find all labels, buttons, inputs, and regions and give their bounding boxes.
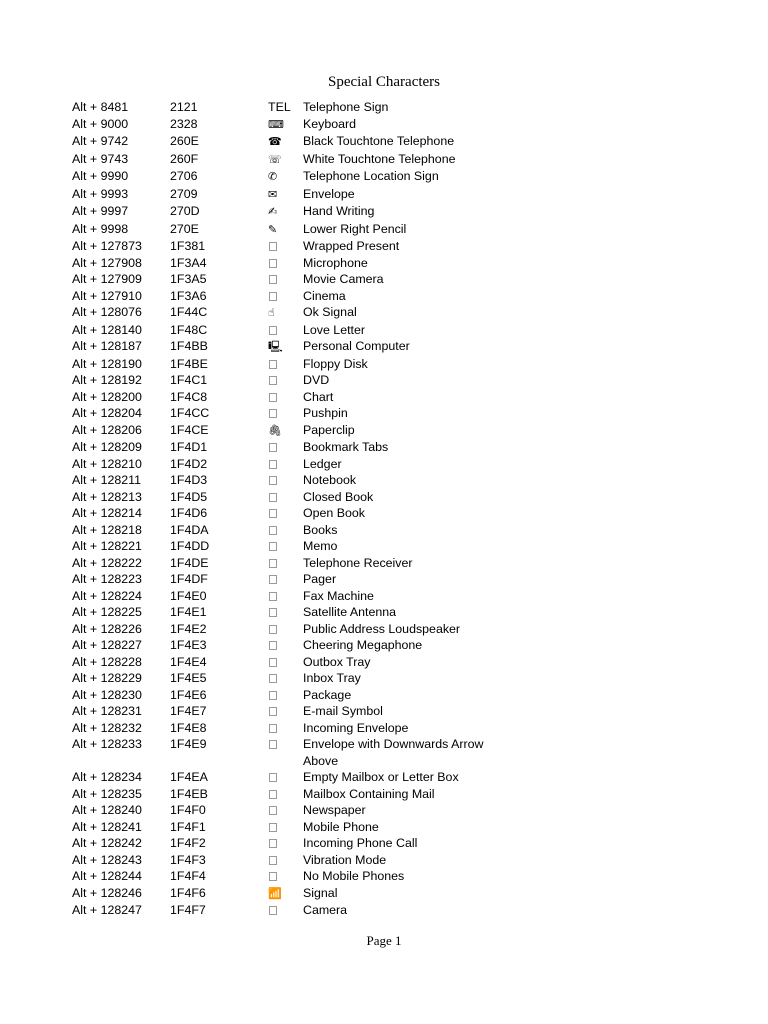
unicode-hex: 1F4DD xyxy=(170,539,210,553)
alt-code: Alt + 128223 xyxy=(72,572,142,586)
alt-code: Alt + 9743 xyxy=(72,151,129,166)
unicode-hex: 1F4E8 xyxy=(170,720,207,735)
glyph-cell xyxy=(268,489,303,506)
table-row xyxy=(72,902,512,919)
unicode-hex: 1F3A4 xyxy=(170,255,207,270)
alt-code: Alt + 128226 xyxy=(72,621,142,636)
character-description: Pushpin xyxy=(303,406,348,420)
alt-code: Alt + 128204 xyxy=(72,406,142,420)
alt-code: Alt + 8481 xyxy=(72,100,129,114)
missing-glyph-icon xyxy=(269,409,277,418)
missing-glyph-icon xyxy=(269,674,277,683)
table-row xyxy=(72,99,512,116)
glyph-cell xyxy=(268,221,303,239)
missing-glyph-icon xyxy=(269,773,277,782)
character-description: Lower Right Pencil xyxy=(303,221,407,236)
glyph-cell xyxy=(268,255,303,272)
glyph-cell xyxy=(268,555,303,572)
alt-code: Alt + 9997 xyxy=(72,204,129,218)
character-description: Mailbox Containing Mail xyxy=(303,786,435,801)
character-description: Telephone Location Sign xyxy=(303,169,439,183)
missing-glyph-icon xyxy=(269,476,277,485)
unicode-hex: 1F4EA xyxy=(170,770,208,784)
character-description: Newspaper xyxy=(303,803,366,817)
table-row xyxy=(72,472,512,489)
character-description: Love Letter xyxy=(303,322,365,337)
table-row xyxy=(72,456,512,473)
table-row xyxy=(72,304,512,322)
character-description: Inbox Tray xyxy=(303,671,361,685)
table-row xyxy=(72,621,512,638)
table-row xyxy=(72,802,512,819)
table-row xyxy=(72,151,512,169)
table-row xyxy=(72,736,512,769)
character-description: Keyboard xyxy=(303,116,357,131)
missing-glyph-icon xyxy=(269,326,277,335)
unicode-hex: 1F4C1 xyxy=(170,373,208,387)
character-description: Notebook xyxy=(303,473,357,487)
alt-code: Alt + 9993 xyxy=(72,186,129,201)
table-row xyxy=(72,852,512,869)
table-row xyxy=(72,555,512,572)
character-description: Black Touchtone Telephone xyxy=(303,134,455,148)
alt-code: Alt + 128247 xyxy=(72,903,142,917)
unicode-hex: 260F xyxy=(170,151,199,166)
alt-code: Alt + 127873 xyxy=(72,239,142,253)
glyph-cell xyxy=(268,472,303,489)
character-description: Books xyxy=(303,522,338,537)
character-description: Incoming Phone Call xyxy=(303,836,418,850)
table-row xyxy=(72,835,512,852)
glyph-cell xyxy=(268,736,303,753)
alt-code: Alt + 128234 xyxy=(72,770,142,784)
glyph-cell xyxy=(268,116,303,134)
page-number: Page 1 xyxy=(366,933,402,948)
table-row xyxy=(72,372,512,389)
missing-glyph-icon xyxy=(269,872,277,881)
unicode-hex: 1F4E3 xyxy=(170,638,207,652)
alt-code: Alt + 128222 xyxy=(72,555,142,570)
table-row xyxy=(72,654,512,671)
character-description: Telephone Sign xyxy=(303,100,389,114)
alt-code: Alt + 128235 xyxy=(72,786,142,801)
character-description: Movie Camera xyxy=(303,272,384,286)
unicode-hex: 1F44C xyxy=(170,305,208,319)
alt-code: Alt + 128224 xyxy=(72,588,142,603)
glyph-cell xyxy=(268,819,303,836)
alt-code: Alt + 128231 xyxy=(72,704,142,718)
glyph-cell xyxy=(268,356,303,373)
missing-glyph-icon xyxy=(269,443,277,452)
table-row xyxy=(72,505,512,522)
alt-code: Alt + 128213 xyxy=(72,489,142,504)
missing-glyph-icon xyxy=(269,592,277,601)
unicode-hex: 1F4D1 xyxy=(170,440,208,454)
glyph-cell xyxy=(268,654,303,671)
missing-glyph-icon xyxy=(269,707,277,716)
table-row xyxy=(72,322,512,339)
table-row xyxy=(72,288,512,305)
table-row xyxy=(72,439,512,456)
alt-code: Alt + 128225 xyxy=(72,605,142,619)
missing-glyph-icon xyxy=(269,542,277,551)
glyph-cell xyxy=(268,637,303,654)
glyph-cell xyxy=(268,621,303,638)
missing-glyph-icon xyxy=(269,376,277,385)
glyph-cell xyxy=(268,439,303,456)
alt-code: Alt + 128241 xyxy=(72,819,142,834)
alt-code: Alt + 127908 xyxy=(72,255,142,270)
glyph-cell xyxy=(268,422,303,440)
unicode-hex: 1F4E7 xyxy=(170,704,207,718)
table-row xyxy=(72,116,512,134)
alt-code: Alt + 128232 xyxy=(72,720,142,735)
character-description: Package xyxy=(303,687,352,702)
missing-glyph-icon xyxy=(269,740,277,749)
missing-glyph-icon xyxy=(269,608,277,617)
glyph-icon: ☝ xyxy=(268,306,275,319)
glyph-cell xyxy=(268,902,303,919)
missing-glyph-icon xyxy=(269,493,277,502)
glyph-cell xyxy=(268,151,303,169)
unicode-hex: 270E xyxy=(170,221,199,236)
unicode-hex: 260E xyxy=(170,134,199,148)
glyph-cell xyxy=(268,868,303,885)
unicode-hex: 270D xyxy=(170,204,200,218)
alt-code: Alt + 128244 xyxy=(72,869,142,883)
alt-code: Alt + 128192 xyxy=(72,373,142,387)
table-row xyxy=(72,356,512,373)
character-description: Memo xyxy=(303,539,338,553)
alt-code: Alt + 128227 xyxy=(72,638,142,652)
glyph-cell xyxy=(268,538,303,555)
glyph-cell xyxy=(268,186,303,204)
character-description: Mobile Phone xyxy=(303,819,379,834)
character-description: Outbox Tray xyxy=(303,654,371,669)
unicode-hex: 1F4F4 xyxy=(170,869,206,883)
unicode-hex: 1F4D6 xyxy=(170,506,208,520)
character-description: Ledger xyxy=(303,456,342,471)
table-row xyxy=(72,255,512,272)
character-description: Incoming Envelope xyxy=(303,720,409,735)
alt-code: Alt + 128187 xyxy=(72,339,142,353)
glyph-cell xyxy=(268,322,303,339)
glyph-cell xyxy=(268,670,303,687)
missing-glyph-icon xyxy=(269,806,277,815)
alt-code: Alt + 128242 xyxy=(72,836,142,850)
alt-code: Alt + 128206 xyxy=(72,422,142,437)
character-description: Hand Writing xyxy=(303,204,375,218)
character-description: Chart xyxy=(303,389,334,404)
glyph-cell xyxy=(268,372,303,389)
glyph-cell xyxy=(268,852,303,869)
unicode-hex: 1F4E6 xyxy=(170,687,207,702)
glyph-cell xyxy=(268,238,303,255)
glyph-cell xyxy=(268,835,303,852)
character-description: White Touchtone Telephone xyxy=(303,151,456,166)
character-description: Cinema xyxy=(303,288,346,303)
table-row xyxy=(72,769,512,786)
character-description: Bookmark Tabs xyxy=(303,440,389,454)
unicode-hex: 1F4F0 xyxy=(170,803,206,817)
character-description: Signal xyxy=(303,885,338,900)
glyph-text: TEL xyxy=(268,100,291,114)
glyph-cell xyxy=(268,786,303,803)
character-description: Wrapped Present xyxy=(303,239,400,253)
missing-glyph-icon xyxy=(269,292,277,301)
missing-glyph-icon xyxy=(269,259,277,268)
glyph-cell xyxy=(268,802,303,819)
character-description: Personal Computer xyxy=(303,339,410,353)
alt-code: Alt + 128228 xyxy=(72,654,142,669)
glyph-cell xyxy=(268,571,303,588)
glyph-cell xyxy=(268,720,303,737)
unicode-hex: 1F381 xyxy=(170,239,206,253)
glyph-cell xyxy=(268,389,303,406)
character-description: Envelope xyxy=(303,186,355,201)
alt-code: Alt + 9998 xyxy=(72,221,129,236)
unicode-hex: 1F4E5 xyxy=(170,671,207,685)
glyph-cell xyxy=(268,522,303,539)
unicode-hex: 1F4F2 xyxy=(170,836,206,850)
glyph-cell xyxy=(268,885,303,903)
character-description: Floppy Disk xyxy=(303,356,368,371)
alt-code: Alt + 128229 xyxy=(72,671,142,685)
glyph-cell xyxy=(268,203,303,221)
glyph-cell xyxy=(268,456,303,473)
alt-code: Alt + 9742 xyxy=(72,134,129,148)
alt-code: Alt + 128221 xyxy=(72,539,142,553)
character-description: E-mail Symbol xyxy=(303,704,383,718)
alt-code: Alt + 9990 xyxy=(72,169,129,183)
alt-code: Alt + 128211 xyxy=(72,473,142,487)
alt-code: Alt + 9000 xyxy=(72,116,129,131)
glyph-icon: 🖳 xyxy=(268,340,283,353)
table-row xyxy=(72,203,512,221)
glyph-cell xyxy=(268,405,303,422)
character-description: Ok Signal xyxy=(303,305,357,319)
alt-code: Alt + 128230 xyxy=(72,687,142,702)
table-row xyxy=(72,522,512,539)
table-row xyxy=(72,720,512,737)
table-row xyxy=(72,271,512,288)
character-description: Camera xyxy=(303,903,348,917)
unicode-hex: 2709 xyxy=(170,186,198,201)
character-description: No Mobile Phones xyxy=(303,869,405,883)
character-description: Closed Book xyxy=(303,489,374,504)
alt-code: Alt + 128233 xyxy=(72,737,142,751)
table-row xyxy=(72,868,512,885)
table-row xyxy=(72,604,512,621)
glyph-icon: ✍ xyxy=(268,205,278,218)
unicode-hex: 1F4DF xyxy=(170,572,208,586)
table-row xyxy=(72,588,512,605)
table-row xyxy=(72,405,512,422)
missing-glyph-icon xyxy=(269,790,277,799)
character-description: Telephone Receiver xyxy=(303,555,413,570)
alt-code: Alt + 127909 xyxy=(72,272,142,286)
unicode-hex: 1F4D5 xyxy=(170,489,208,504)
alt-code: Alt + 128140 xyxy=(72,322,142,337)
glyph-cell xyxy=(268,338,303,356)
page-title: Special Characters xyxy=(327,74,441,90)
alt-code: Alt + 128243 xyxy=(72,852,142,867)
missing-glyph-icon xyxy=(269,575,277,584)
character-table xyxy=(72,99,512,919)
alt-code: Alt + 128214 xyxy=(72,506,142,520)
alt-code: Alt + 128240 xyxy=(72,803,142,817)
table-row xyxy=(72,489,512,506)
missing-glyph-icon xyxy=(269,823,277,832)
glyph-cell xyxy=(268,99,303,116)
unicode-hex: 1F4F6 xyxy=(170,885,206,900)
unicode-hex: 1F4BE xyxy=(170,356,208,371)
missing-glyph-icon xyxy=(269,641,277,650)
missing-glyph-icon xyxy=(269,691,277,700)
table-row xyxy=(72,703,512,720)
unicode-hex: 1F4E1 xyxy=(170,605,207,619)
missing-glyph-icon xyxy=(269,360,277,369)
missing-glyph-icon xyxy=(269,393,277,402)
unicode-hex: 1F4E9 xyxy=(170,737,207,751)
missing-glyph-icon xyxy=(269,856,277,865)
table-row xyxy=(72,571,512,588)
unicode-hex: 1F4E0 xyxy=(170,588,207,603)
character-description: Satellite Antenna xyxy=(303,605,397,619)
unicode-hex: 1F4F7 xyxy=(170,903,206,917)
glyph-cell xyxy=(268,604,303,621)
unicode-hex: 1F4BB xyxy=(170,339,208,353)
missing-glyph-icon xyxy=(269,275,277,284)
glyph-icon: ✆ xyxy=(268,170,278,183)
missing-glyph-icon xyxy=(269,839,277,848)
glyph-cell xyxy=(268,588,303,605)
glyph-icon: 🖇 xyxy=(268,423,282,437)
glyph-cell xyxy=(268,687,303,704)
missing-glyph-icon xyxy=(269,242,277,251)
table-row xyxy=(72,885,512,903)
missing-glyph-icon xyxy=(269,625,277,634)
unicode-hex: 1F3A5 xyxy=(170,272,207,286)
alt-code: Alt + 128218 xyxy=(72,522,142,537)
glyph-cell xyxy=(268,133,303,151)
table-row xyxy=(72,238,512,255)
unicode-hex: 1F4D2 xyxy=(170,456,208,471)
missing-glyph-icon xyxy=(269,724,277,733)
alt-code: Alt + 128190 xyxy=(72,356,142,371)
glyph-cell xyxy=(268,271,303,288)
character-description: Paperclip xyxy=(303,422,355,437)
unicode-hex: 1F4F3 xyxy=(170,852,206,867)
alt-code: Alt + 128210 xyxy=(72,456,142,471)
glyph-icon: ☎ xyxy=(268,135,282,148)
character-description: Pager xyxy=(303,572,337,586)
table-row xyxy=(72,819,512,836)
glyph-cell xyxy=(268,304,303,322)
glyph-icon: ✉ xyxy=(268,187,278,201)
table-row xyxy=(72,338,512,356)
character-description: Fax Machine xyxy=(303,588,374,603)
table-row xyxy=(72,687,512,704)
unicode-hex: 1F4E4 xyxy=(170,654,207,669)
character-description: Open Book xyxy=(303,506,365,520)
alt-code: Alt + 128246 xyxy=(72,885,142,900)
missing-glyph-icon xyxy=(269,509,277,518)
alt-code: Alt + 128200 xyxy=(72,389,142,404)
glyph-cell xyxy=(268,505,303,522)
table-row xyxy=(72,422,512,440)
table-row xyxy=(72,538,512,555)
unicode-hex: 1F4DA xyxy=(170,522,209,537)
alt-code: Alt + 128209 xyxy=(72,440,142,454)
character-description: Empty Mailbox or Letter Box xyxy=(303,770,459,784)
missing-glyph-icon xyxy=(269,658,277,667)
table-row xyxy=(72,186,512,204)
unicode-hex: 1F4C8 xyxy=(170,389,208,404)
unicode-hex: 1F48C xyxy=(170,322,208,337)
table-row xyxy=(72,786,512,803)
table-row xyxy=(72,637,512,654)
glyph-icon: ☏ xyxy=(268,152,282,166)
character-description: Cheering Megaphone xyxy=(303,638,423,652)
missing-glyph-icon xyxy=(269,559,277,568)
table-row xyxy=(72,389,512,406)
unicode-hex: 2706 xyxy=(170,169,198,183)
alt-code: Alt + 128076 xyxy=(72,305,142,319)
unicode-hex: 1F4F1 xyxy=(170,819,206,834)
missing-glyph-icon xyxy=(269,906,277,915)
glyph-icon: 📶 xyxy=(268,886,282,900)
glyph-cell xyxy=(268,168,303,186)
character-description: Public Address Loudspeaker xyxy=(303,621,461,636)
table-row xyxy=(72,670,512,687)
character-description: Microphone xyxy=(303,255,368,270)
glyph-icon: ✎ xyxy=(268,222,278,236)
unicode-hex: 2328 xyxy=(170,116,198,131)
alt-code: Alt + 127910 xyxy=(72,288,142,303)
table-row xyxy=(72,133,512,151)
unicode-hex: 1F4CC xyxy=(170,406,210,420)
glyph-icon: ⌨ xyxy=(268,117,284,131)
missing-glyph-icon xyxy=(269,460,277,469)
table-row xyxy=(72,221,512,239)
unicode-hex: 1F3A6 xyxy=(170,288,207,303)
glyph-cell xyxy=(268,288,303,305)
table-row xyxy=(72,168,512,186)
unicode-hex: 2121 xyxy=(170,100,198,114)
unicode-hex: 1F4DE xyxy=(170,555,209,570)
unicode-hex: 1F4D3 xyxy=(170,473,208,487)
unicode-hex: 1F4EB xyxy=(170,786,208,801)
character-description: Vibration Mode xyxy=(303,852,387,867)
character-description: DVD xyxy=(303,373,330,387)
unicode-hex: 1F4E2 xyxy=(170,621,207,636)
missing-glyph-icon xyxy=(269,526,277,535)
glyph-cell xyxy=(268,769,303,786)
glyph-cell xyxy=(268,703,303,720)
character-description: Envelope with Downwards Arrow Above xyxy=(303,737,484,768)
unicode-hex: 1F4CE xyxy=(170,422,209,437)
